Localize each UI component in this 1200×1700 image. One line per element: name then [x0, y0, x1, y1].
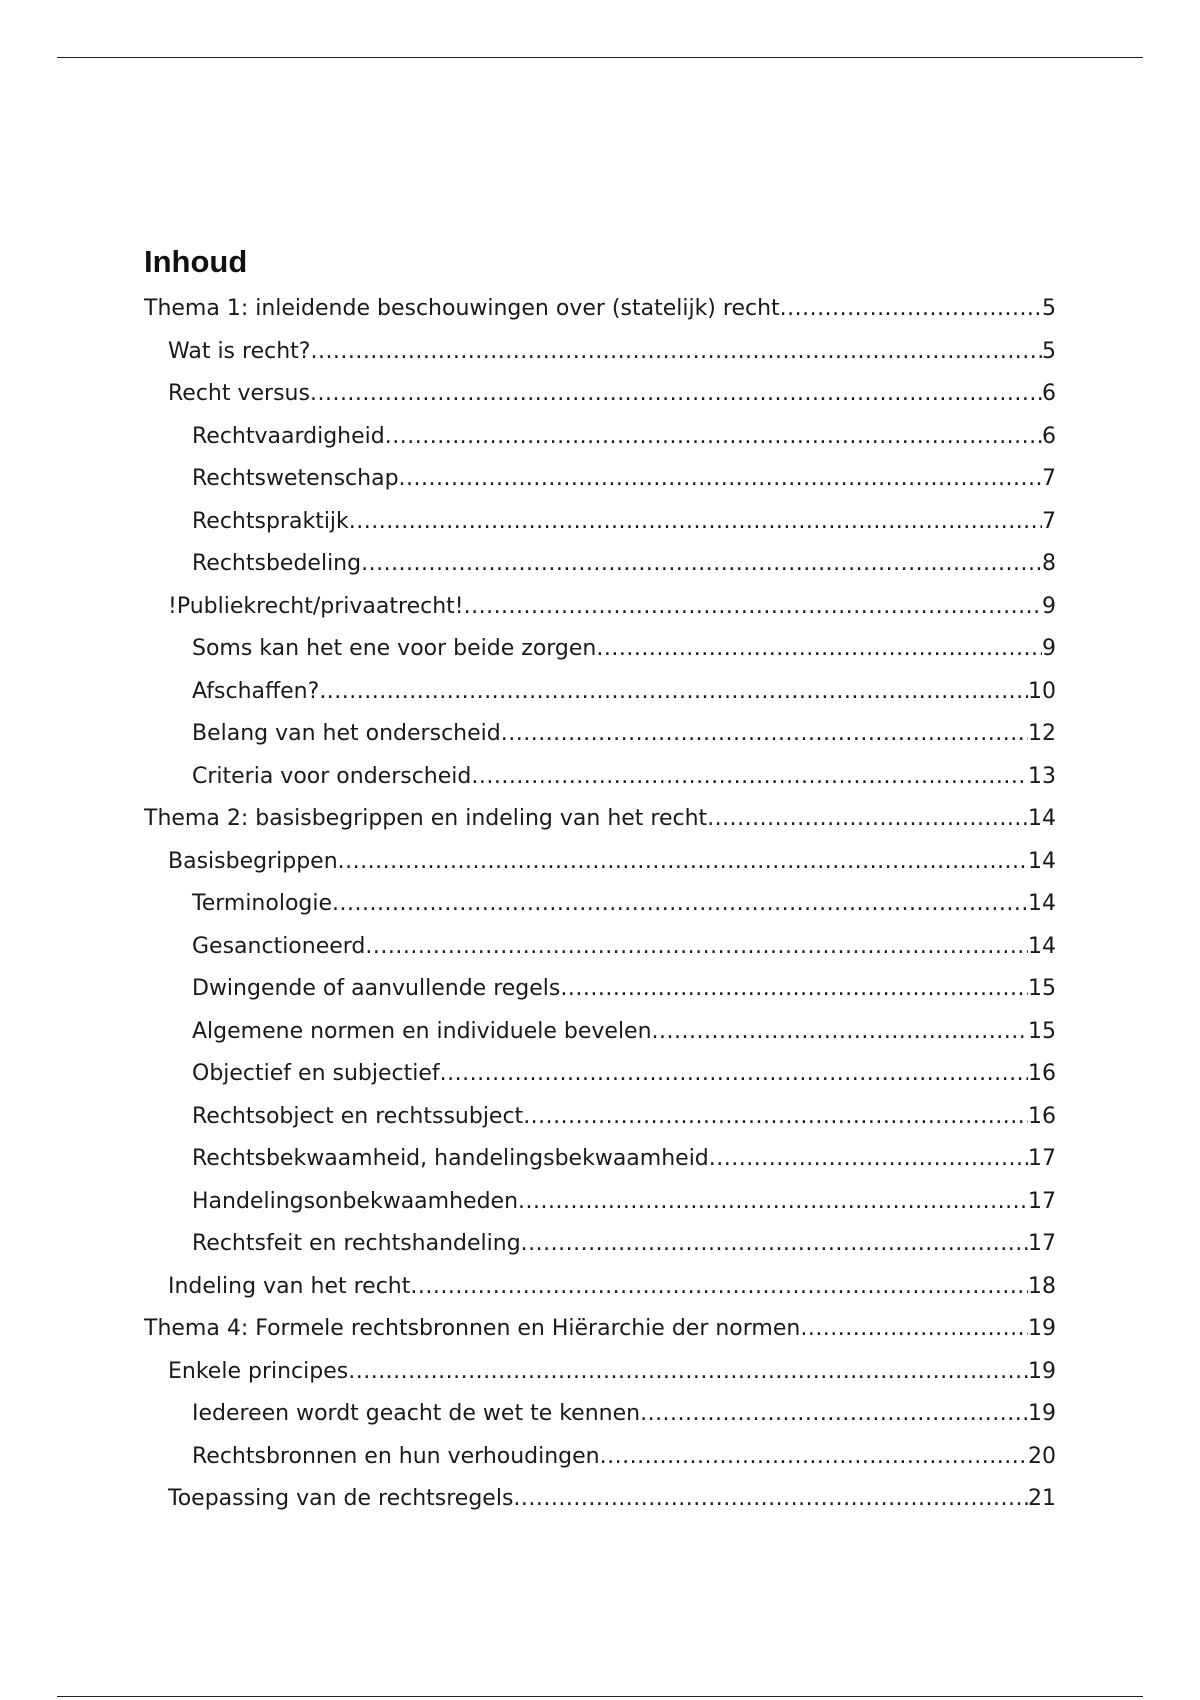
- toc-entry-label: Indeling van het recht: [168, 1273, 411, 1299]
- toc-dot-leader: [464, 586, 1042, 629]
- toc-entry-page-number: 16: [1028, 1103, 1056, 1129]
- toc-entry-label: Rechtsfeit en rechtshandeling: [192, 1231, 521, 1256]
- toc-entry[interactable]: [144, 373, 1056, 416]
- toc-entry-page-number: 7: [1042, 508, 1056, 534]
- toc-entry-page-number: 17: [1028, 1188, 1056, 1214]
- toc-entry-page-number: 9: [1042, 636, 1056, 661]
- toc-entry[interactable]: [144, 1393, 1056, 1436]
- toc-entry[interactable]: [144, 586, 1056, 629]
- toc-entry-label: Enkele principes: [168, 1358, 349, 1384]
- toc-dot-leader: [410, 1266, 1028, 1309]
- toc-list: [144, 288, 1056, 1521]
- toc-entry-page-number: 14: [1028, 933, 1056, 959]
- footer-rule: [57, 1696, 1143, 1697]
- toc-entry[interactable]: [144, 1478, 1056, 1521]
- toc-entry[interactable]: [144, 416, 1056, 459]
- toc-entry[interactable]: [144, 1308, 1056, 1351]
- toc-entry[interactable]: [144, 1053, 1056, 1096]
- toc-entry-page-number: 19: [1028, 1316, 1056, 1341]
- toc-dot-leader: [399, 458, 1042, 501]
- toc-entry[interactable]: [144, 288, 1056, 331]
- toc-entry[interactable]: [144, 798, 1056, 841]
- toc-entry[interactable]: [144, 713, 1056, 756]
- toc-entry[interactable]: [144, 926, 1056, 969]
- toc-entry[interactable]: [144, 1096, 1056, 1139]
- toc-entry-label: Soms kan het ene voor beide zorgen: [192, 636, 597, 661]
- toc-dot-leader: [310, 331, 1042, 374]
- toc-dot-leader: [596, 628, 1042, 671]
- toc-entry-label: Gesanctioneerd: [192, 933, 366, 959]
- toc-dot-leader: [513, 1478, 1028, 1521]
- toc-dot-leader: [518, 1181, 1028, 1224]
- toc-entry-label: Rechtspraktijk: [192, 508, 349, 534]
- toc-entry-page-number: 6: [1042, 423, 1056, 449]
- toc-entry-page-number: 6: [1042, 381, 1056, 406]
- toc-entry-page-number: 5: [1042, 296, 1056, 321]
- toc-dot-leader: [385, 416, 1042, 459]
- toc-entry-label: Toepassing van de rechtsregels: [168, 1486, 514, 1511]
- toc-entry[interactable]: [144, 1223, 1056, 1266]
- toc-entry[interactable]: [144, 841, 1056, 884]
- table-of-contents: [144, 240, 1056, 1521]
- toc-entry-label: Rechtswetenschap: [192, 466, 399, 491]
- toc-entry-label: Recht versus: [168, 381, 310, 406]
- toc-dot-leader: [310, 373, 1042, 416]
- toc-entry-page-number: 10: [1028, 678, 1056, 704]
- toc-entry-label: Rechtsbedeling: [192, 551, 362, 576]
- toc-dot-leader: [640, 1393, 1028, 1436]
- toc-entry-label: Terminologie: [192, 891, 333, 916]
- toc-dot-leader: [332, 883, 1028, 926]
- toc-entry-label: Iedereen wordt geacht de wet te kennen: [192, 1401, 641, 1426]
- toc-entry-label: Belang van het onderscheid: [192, 721, 501, 746]
- toc-dot-leader: [348, 1351, 1028, 1394]
- toc-dot-leader: [365, 926, 1028, 969]
- toc-entry-page-number: 14: [1028, 848, 1056, 874]
- toc-entry-page-number: 8: [1042, 551, 1056, 576]
- toc-dot-leader: [521, 1223, 1028, 1266]
- toc-dot-leader: [501, 713, 1028, 756]
- toc-dot-leader: [440, 1053, 1028, 1096]
- toc-entry-label: Rechtvaardigheid: [192, 423, 385, 449]
- toc-dot-leader: [361, 543, 1042, 586]
- toc-entry[interactable]: [144, 458, 1056, 501]
- toc-entry-page-number: 9: [1042, 593, 1056, 619]
- toc-dot-leader: [319, 671, 1028, 714]
- toc-dot-leader: [709, 1138, 1028, 1181]
- toc-entry[interactable]: [144, 501, 1056, 544]
- toc-entry-label: Rechtsobject en rechtssubject: [192, 1103, 524, 1129]
- toc-entry-page-number: 16: [1028, 1061, 1056, 1086]
- toc-entry-page-number: 17: [1028, 1146, 1056, 1171]
- toc-dot-leader: [523, 1096, 1028, 1139]
- toc-entry[interactable]: [144, 1436, 1056, 1479]
- toc-entry-page-number: 21: [1028, 1486, 1056, 1511]
- toc-entry-label: Afschaffen?: [192, 678, 320, 704]
- toc-entry[interactable]: [144, 1351, 1056, 1394]
- toc-entry-page-number: 15: [1028, 1018, 1056, 1044]
- toc-entry[interactable]: [144, 543, 1056, 586]
- toc-entry-page-number: 7: [1042, 466, 1056, 491]
- toc-entry-label: Objectief en subjectief: [192, 1061, 440, 1086]
- toc-entry-label: Wat is recht?: [168, 338, 311, 364]
- toc-entry-page-number: 14: [1028, 806, 1056, 831]
- toc-dot-leader: [780, 288, 1042, 331]
- toc-entry[interactable]: [144, 1138, 1056, 1181]
- toc-entry-label: Criteria voor onderscheid: [192, 763, 472, 789]
- toc-entry[interactable]: [144, 756, 1056, 799]
- toc-entry[interactable]: [144, 1181, 1056, 1224]
- toc-dot-leader: [600, 1436, 1028, 1479]
- toc-entry-label: !Publiekrecht/privaatrecht!: [168, 593, 464, 619]
- toc-dot-leader: [800, 1308, 1028, 1351]
- toc-entry-page-number: 5: [1042, 338, 1056, 364]
- toc-entry-label: Handelingsonbekwaamheden: [192, 1188, 519, 1214]
- toc-entry-label: Rechtsbronnen en hun verhoudingen: [192, 1443, 600, 1469]
- toc-entry-page-number: 20: [1028, 1443, 1056, 1469]
- toc-entry[interactable]: [144, 628, 1056, 671]
- toc-dot-leader: [471, 756, 1028, 799]
- toc-entry[interactable]: [144, 1011, 1056, 1054]
- toc-entry-page-number: 15: [1028, 976, 1056, 1001]
- toc-entry-page-number: 18: [1028, 1273, 1056, 1299]
- toc-entry-page-number: 14: [1028, 891, 1056, 916]
- toc-entry[interactable]: [144, 671, 1056, 714]
- header-rule: [57, 57, 1143, 58]
- toc-dot-leader: [560, 968, 1028, 1011]
- toc-entry[interactable]: [144, 968, 1056, 1011]
- toc-entry-page-number: 19: [1028, 1358, 1056, 1384]
- toc-entry-label: Thema 1: inleidende beschouwingen over (statelijk) recht: [144, 296, 780, 321]
- toc-entry-page-number: 17: [1028, 1231, 1056, 1256]
- toc-title: Inhoud: [144, 244, 248, 279]
- toc-entry-label: Basisbegrippen: [168, 848, 338, 874]
- toc-entry-label: Algemene normen en individuele bevelen: [192, 1018, 652, 1044]
- toc-entry[interactable]: [144, 331, 1056, 374]
- toc-entry-label: Thema 2: basisbegrippen en indeling van het recht: [144, 806, 708, 831]
- toc-entry-page-number: 13: [1028, 763, 1056, 789]
- toc-dot-leader: [338, 841, 1028, 884]
- toc-entry[interactable]: [144, 1266, 1056, 1309]
- toc-entry[interactable]: [144, 883, 1056, 926]
- toc-entry-label: Rechtsbekwaamheid, handelingsbekwaamheid: [192, 1146, 709, 1171]
- toc-dot-leader: [707, 798, 1028, 841]
- toc-dot-leader: [652, 1011, 1028, 1054]
- toc-entry-label: Dwingende of aanvullende regels: [192, 976, 561, 1001]
- toc-dot-leader: [349, 501, 1042, 544]
- toc-entry-page-number: 12: [1028, 721, 1056, 746]
- toc-entry-label: Thema 4: Formele rechtsbronnen en Hiërarchie der normen: [144, 1316, 801, 1341]
- toc-entry-page-number: 19: [1028, 1401, 1056, 1426]
